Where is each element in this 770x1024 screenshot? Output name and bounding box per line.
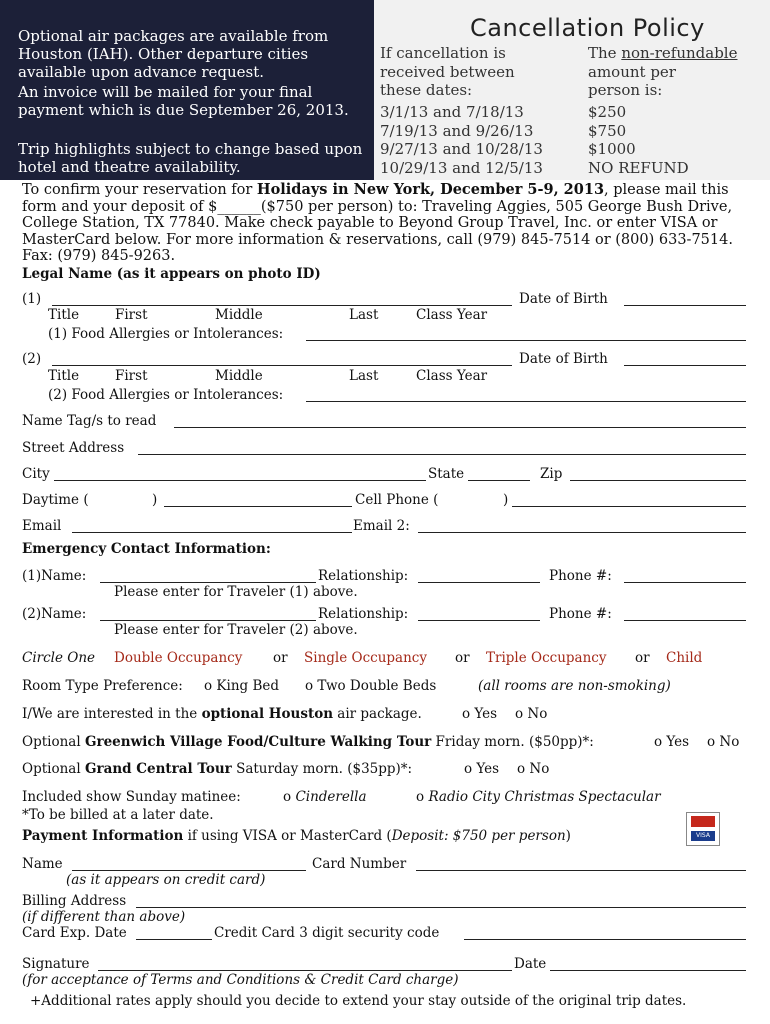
greenwich-yes-option[interactable]: o Yes xyxy=(654,734,690,750)
sub-last-label: Last xyxy=(349,307,379,323)
credit-card-logo xyxy=(686,812,720,846)
card-name-label: Name xyxy=(22,856,63,872)
policy-dates: 3/1/13 and 7/18/13 7/19/13 and 9/26/13 9/27/13 and 10/28/13 10/29/13 and 12/5/13 xyxy=(380,103,543,177)
zip-label: Zip xyxy=(540,466,563,482)
cell-paren: ) xyxy=(503,492,509,508)
policy-amounts: $250 $750 $1000 NO REFUND xyxy=(588,103,689,177)
state-label: State xyxy=(428,466,465,482)
allergy2-field[interactable] xyxy=(306,401,746,402)
single-occupancy-option[interactable]: Single Occupancy xyxy=(304,650,427,666)
sub-title-label-2: Title xyxy=(48,368,80,384)
street-label: Street Address xyxy=(22,440,125,456)
allergy1-field[interactable] xyxy=(306,340,746,341)
traveler2-name-field[interactable] xyxy=(52,365,512,366)
show-label: Included show Sunday matinee: xyxy=(22,789,241,805)
king-bed-option[interactable]: o King Bed xyxy=(204,678,280,694)
air-packages-text: Optional air packages are available from Houston (IAH). Other departure cities available upon advance request. xyxy=(18,27,329,81)
grand-central-no-option[interactable]: o No xyxy=(517,761,550,777)
triple-occupancy-option[interactable]: Triple Occupancy xyxy=(486,650,607,666)
emergency1-phone-field[interactable] xyxy=(624,582,746,583)
emergency2-relationship-label: Relationship: xyxy=(318,606,409,622)
as-appears-note: (as it appears on credit card) xyxy=(66,872,266,888)
intro-paragraph: To confirm your reservation for Holidays in New York, December 5-9, 2013, please mail this form and your deposit of $______($750 per person) to: Traveling Aggies, 505 George Bush Drive, College Station, TX 77840. Make check payable to Beyond Group Travel, Inc. or enter VISA or MasterCard below. For more information & reservations, call (979) 845-7514 or (800) 633-7514. Fax: (979) 845-9263. xyxy=(22,181,733,264)
sub-first-label: First xyxy=(115,307,148,323)
emergency2-phone-field[interactable] xyxy=(624,620,746,621)
payment-heading: Payment Information if using VISA or MasterCard (Deposit: $750 per person) xyxy=(22,828,571,844)
date-label: Date xyxy=(514,956,547,972)
emergency2-note: Please enter for Traveler (2) above. xyxy=(114,622,358,638)
trip-highlights-text: Trip highlights subject to change based upon hotel and theatre availability. xyxy=(18,140,363,176)
emergency-heading: Emergency Contact Information: xyxy=(22,541,271,557)
or-text-1: or xyxy=(273,650,288,666)
traveler2-number: (2) xyxy=(22,351,42,367)
greenwich-no-option[interactable]: o No xyxy=(707,734,740,750)
greenwich-tour-text: Optional Greenwich Village Food/Culture Walking Tour Friday morn. ($50pp)*: xyxy=(22,734,594,750)
exp-date-field[interactable] xyxy=(136,939,212,940)
sub-first-label-2: First xyxy=(115,368,148,384)
dob2-field[interactable] xyxy=(624,365,746,366)
houston-yes-option[interactable]: o Yes xyxy=(462,706,498,722)
sub-middle-label-2: Middle xyxy=(215,368,263,384)
if-different-note: (if different than above) xyxy=(22,909,186,925)
info-panel xyxy=(0,0,374,180)
room-type-label: Room Type Preference: xyxy=(22,678,183,694)
radio-city-option[interactable]: o Radio City Christmas Spectacular xyxy=(416,789,661,805)
emergency2-relationship-field[interactable] xyxy=(418,620,540,621)
houston-no-option[interactable]: o No xyxy=(515,706,548,722)
emergency1-phone-label: Phone #: xyxy=(549,568,612,584)
city-field[interactable] xyxy=(54,480,426,481)
non-smoking-note: (all rooms are non-smoking) xyxy=(478,678,671,694)
name-tag-label: Name Tag/s to read xyxy=(22,413,157,429)
dob1-label: Date of Birth xyxy=(519,291,608,307)
daytime-paren: ) xyxy=(152,492,158,508)
street-field[interactable] xyxy=(138,454,746,455)
daytime-label: Daytime ( xyxy=(22,492,89,508)
footnote: +Additional rates apply should you decide to extend your stay outside of the original trip dates. xyxy=(30,993,687,1009)
signature-label: Signature xyxy=(22,956,90,972)
legal-name-heading: Legal Name (as it appears on photo ID) xyxy=(22,266,321,282)
email-label: Email xyxy=(22,518,62,534)
child-option[interactable]: Child xyxy=(666,650,703,666)
allergy1-label: (1) Food Allergies or Intolerances: xyxy=(48,326,284,342)
allergy2-label: (2) Food Allergies or Intolerances: xyxy=(48,387,284,403)
invoice-text: An invoice will be mailed for your final payment which is due September 26, 2013. xyxy=(18,83,349,119)
billed-later-note: *To be billed at a later date. xyxy=(22,807,214,823)
emergency2-name-field[interactable] xyxy=(100,620,316,621)
billing-address-field[interactable] xyxy=(136,907,746,908)
houston-package-text: I/We are interested in the optional Houston air package. xyxy=(22,706,422,722)
card-number-label: Card Number xyxy=(312,856,407,872)
email-field[interactable] xyxy=(72,532,352,533)
billing-address-label: Billing Address xyxy=(22,893,127,909)
circle-one-label: Circle One xyxy=(22,650,96,666)
two-double-beds-option[interactable]: o Two Double Beds xyxy=(305,678,437,694)
emergency1-note: Please enter for Traveler (1) above. xyxy=(114,584,358,600)
security-code-field[interactable] xyxy=(464,939,746,940)
emergency2-phone-label: Phone #: xyxy=(549,606,612,622)
cancellation-policy-panel xyxy=(374,0,770,180)
emergency2-name-label: (2)Name: xyxy=(22,606,87,622)
state-field[interactable] xyxy=(468,480,530,481)
grand-central-yes-option[interactable]: o Yes xyxy=(464,761,500,777)
zip-field[interactable] xyxy=(570,480,746,481)
sub-middle-label: Middle xyxy=(215,307,263,323)
emergency1-relationship-field[interactable] xyxy=(418,582,540,583)
or-text-2: or xyxy=(455,650,470,666)
or-text-3: or xyxy=(635,650,650,666)
policy-title: Cancellation Policy xyxy=(470,14,705,42)
cell-phone-field[interactable] xyxy=(512,506,746,507)
name-tag-field[interactable] xyxy=(174,427,746,428)
sub-class-year-label-2: Class Year xyxy=(416,368,488,384)
email2-field[interactable] xyxy=(418,532,746,533)
city-label: City xyxy=(22,466,50,482)
cell-label: Cell Phone ( xyxy=(355,492,439,508)
emergency1-relationship-label: Relationship: xyxy=(318,568,409,584)
email2-label: Email 2: xyxy=(353,518,410,534)
sub-last-label-2: Last xyxy=(349,368,379,384)
cinderella-option[interactable]: o Cinderella xyxy=(283,789,367,805)
mastercard-icon xyxy=(691,816,715,827)
acceptance-note: (for acceptance of Terms and Conditions & Credit Card charge) xyxy=(22,972,459,988)
signature-field[interactable] xyxy=(98,970,512,971)
dob1-field[interactable] xyxy=(624,305,746,306)
security-code-label: Credit Card 3 digit security code xyxy=(214,925,440,941)
grand-central-tour-text: Optional Grand Central Tour Saturday morn. ($35pp)*: xyxy=(22,761,413,777)
date-field[interactable] xyxy=(550,970,746,971)
visa-icon: VISA xyxy=(691,831,715,841)
emergency1-name-field[interactable] xyxy=(100,582,316,583)
double-occupancy-option[interactable]: Double Occupancy xyxy=(114,650,243,666)
sub-title-label: Title xyxy=(48,307,80,323)
dob2-label: Date of Birth xyxy=(519,351,608,367)
emergency1-name-label: (1)Name: xyxy=(22,568,87,584)
traveler1-number: (1) xyxy=(22,291,42,307)
traveler1-name-field[interactable] xyxy=(52,305,512,306)
card-name-field[interactable] xyxy=(72,870,306,871)
policy-col2-header: The non-refundable amount per person is: xyxy=(588,44,738,99)
exp-date-label: Card Exp. Date xyxy=(22,925,127,941)
daytime-phone-field[interactable] xyxy=(164,506,352,507)
policy-col1-header: If cancellation is received between these dates: xyxy=(380,44,515,99)
card-number-field[interactable] xyxy=(416,870,746,871)
sub-class-year-label: Class Year xyxy=(416,307,488,323)
